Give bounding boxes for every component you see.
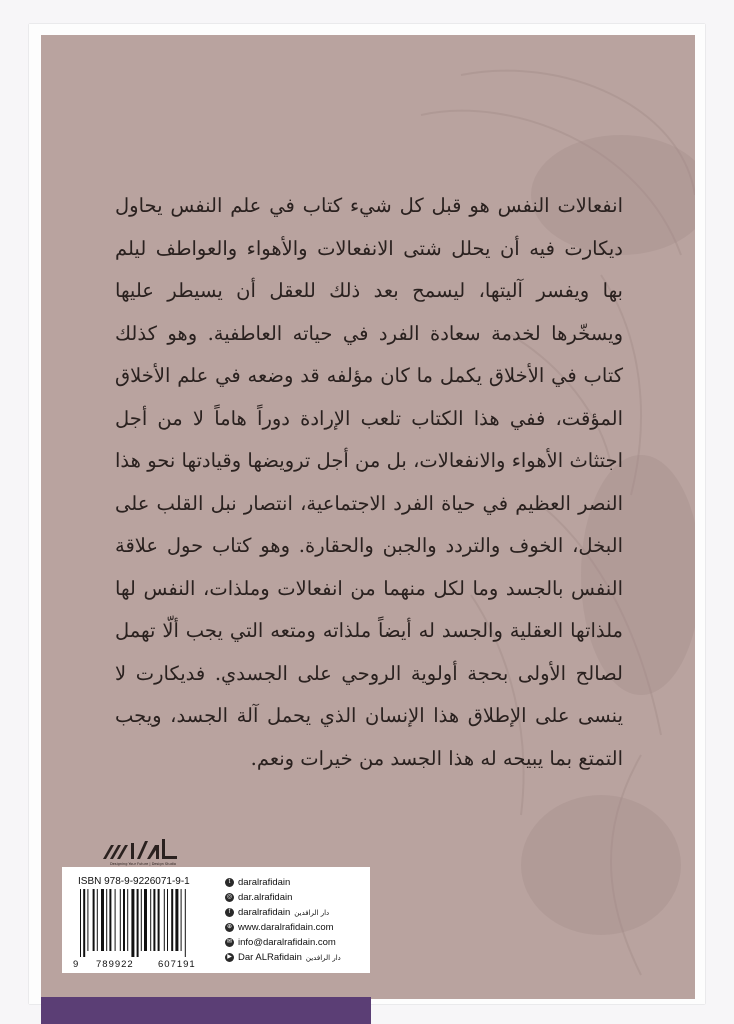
instagram-icon: ◎ xyxy=(226,894,233,900)
barcode-bar xyxy=(141,889,142,951)
barcode-bar xyxy=(109,889,111,951)
back-cover xyxy=(41,35,695,999)
contact-item xyxy=(225,905,370,920)
contact-item xyxy=(225,890,370,905)
contact-text: info@daralrafidain.com xyxy=(238,937,336,948)
barcode-bar xyxy=(150,889,151,951)
barcode-bar xyxy=(167,889,168,951)
book-description: انفعالات النفس هو قبل كل شيء كتاب في علم النفس يحاول ديكارت فيه أن يحلل شتى الانفعالات والأهواء والعواطف ليلم بها ويفسر آليتها، ليسمح بعد ذلك للعقل أن يسيطر عليها ويسخّرها لخدمة سعادة الفرد في حياته العاطفية. وهو كذلك كتاب في الأخلاق يكمل ما كان مؤلفه قد وضعه في علم الأخلاق المؤقت، ففي هذا الكتاب تلعب الإرادة دوراً هاماً لا من أجل اجتثاث الأهواء والانفعالات، بل من أجل ترويضها وقيادتها نحو هذا النصر العظيم في حياة الفرد الاجتماعية، انتصار نبل القلب على البخل، الخوف والتردد والجبن والحقارة. وهو كتاب حول علاقة النفس بالجسد وما لكل منهما من انفعالات وملذات، النفس لها ملذاتها العقلية والجسد له أيضاً ملذاته ومتعه التي يجب ألّا تهمل لصالح الأولى بحجة أولوية الروحي على الجسدي. فديكارت لا ينسى على الإطلاق هذا الإنسان الذي يحمل آلة الجسد، ويجب التمتع بما يبيحه له هذا الجسد من خيرات ونعم. xyxy=(115,194,623,770)
barcode-bar xyxy=(175,889,178,951)
barcode-bar xyxy=(93,889,95,951)
barcode-bar xyxy=(97,889,98,951)
barcode-bar xyxy=(115,889,116,951)
twitter-icon: t xyxy=(225,878,234,887)
barcode-bar xyxy=(131,889,134,957)
contact-text: Dar ALRafidain xyxy=(238,952,302,963)
isbn-number: ISBN 978-9-9226071-9-1 xyxy=(78,876,190,887)
contact-item xyxy=(225,875,370,890)
publisher-contacts xyxy=(225,875,370,965)
barcode-bar xyxy=(185,889,186,957)
barcode-bar xyxy=(158,889,160,951)
publisher-design-logo xyxy=(101,835,179,863)
contact-text: dar.alrafidain xyxy=(238,892,293,903)
barcode-bar xyxy=(106,889,107,951)
barcode-bar xyxy=(137,889,139,957)
email-icon: ✉ xyxy=(226,939,233,945)
barcode-bar xyxy=(87,889,88,951)
spine-color-strip xyxy=(41,997,371,1024)
barcode-bar xyxy=(153,889,155,951)
barcode-digits-right: 607191 xyxy=(158,959,196,970)
barcode-bar xyxy=(83,889,85,957)
barcode-bar xyxy=(123,889,125,951)
barcode-digits-left: 789922 xyxy=(96,959,134,970)
contact-arabic-name: دار الرافدين xyxy=(305,953,341,962)
barcode-bar xyxy=(120,889,121,951)
barcode-digit-prefix: 9 xyxy=(73,959,80,970)
logo-tagline: Designing Your Future | Design Studio xyxy=(109,862,177,866)
contact-text: daralrafidain xyxy=(238,907,291,918)
youtube-icon: ▶ xyxy=(225,953,234,962)
barcode-bar xyxy=(127,889,128,951)
barcode-bar xyxy=(144,889,147,951)
contact-item xyxy=(225,920,370,935)
globe-icon: ⊕ xyxy=(226,924,233,930)
facebook-icon: f xyxy=(225,908,234,917)
contact-item xyxy=(225,950,370,965)
barcode-bar xyxy=(101,889,104,951)
contact-item xyxy=(225,935,370,950)
barcode-bar xyxy=(171,889,173,951)
contact-text: daralrafidain xyxy=(238,877,291,888)
contact-text: www.daralrafidain.com xyxy=(238,922,334,933)
barcode-bar xyxy=(181,889,182,951)
barcode xyxy=(72,889,220,957)
isbn-label-box xyxy=(62,867,370,973)
contact-arabic-name: دار الرافدين xyxy=(294,908,330,917)
barcode-bar xyxy=(164,889,165,951)
barcode-bar xyxy=(80,889,81,957)
